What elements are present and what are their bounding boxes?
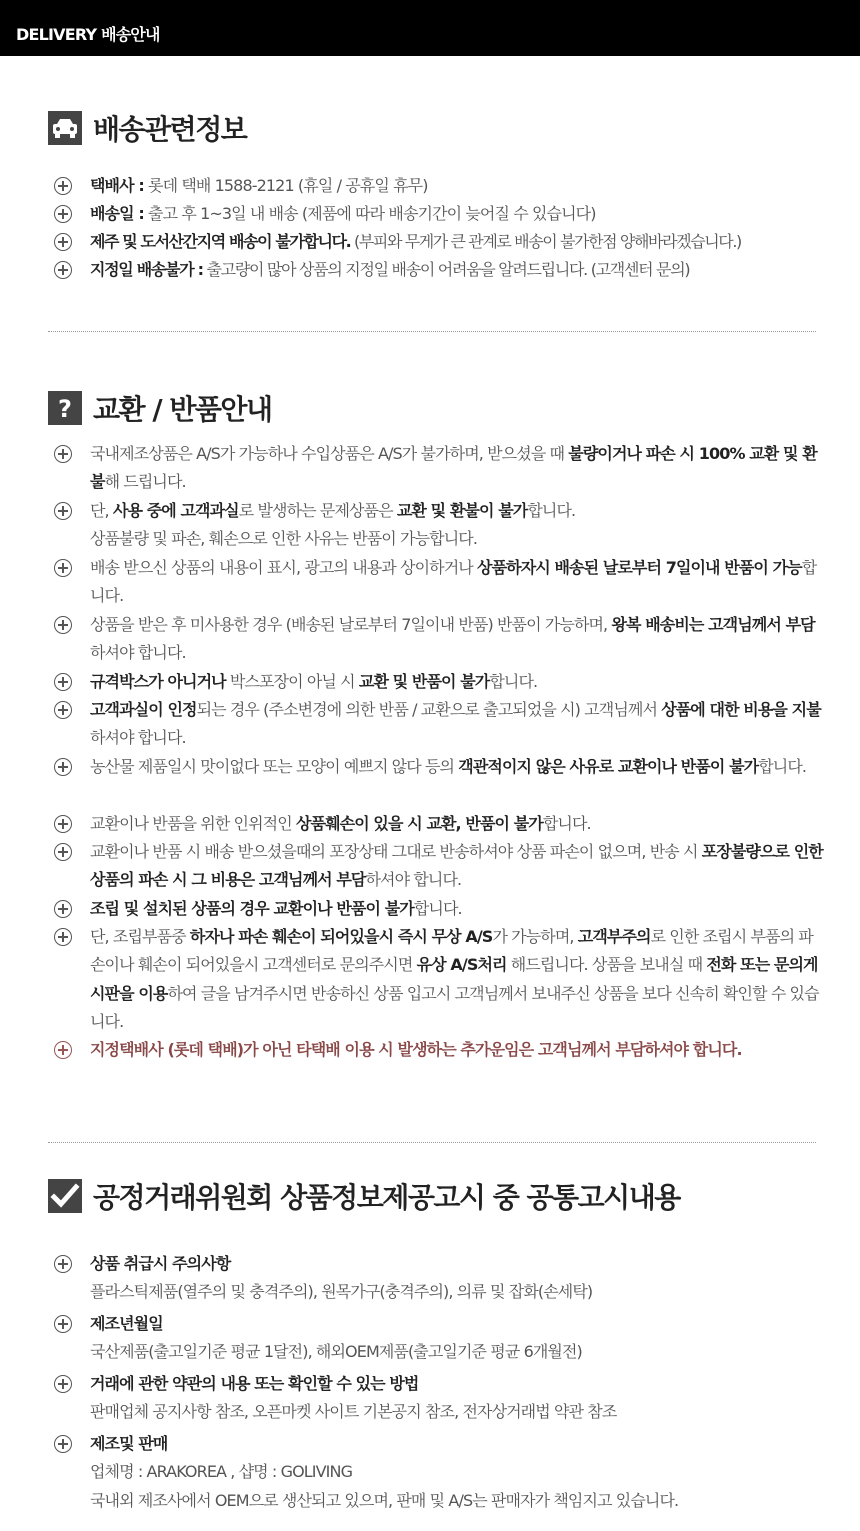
list-item: 농산물 제품일시 맛이없다 또는 모양이 예쁘지 않다 등의 객관적이지 않은 사유로 교환이나 반품이 불가합니다. — [54, 753, 824, 781]
divider — [48, 1142, 816, 1143]
svg-text:?: ? — [58, 395, 72, 423]
list-item: 규격박스가 아니거나 박스포장이 아닐 시 교환 및 반품이 불가합니다. — [54, 668, 824, 696]
plus-circle-icon — [54, 701, 72, 719]
plus-circle-icon — [54, 559, 72, 577]
question-icon — [48, 391, 82, 425]
list-item: 단, 조립부품중 하자나 파손 훼손이 되어있을시 즉시 무상 A/S가 가능하며, 고객부주의로 인한 조립시 부품의 파손이나 훼손이 되어있을시 고객센터로 문의주시면 유상 A/S처리 해드립니다. 상품을 보내실 때 전화 또는 문의게시판을 이용하여 글을 남겨주시면 반송하신 상품 입고시 고객님께서 보내주신 상품을 보다 신속히 확인할 수 있습니다. — [54, 923, 824, 1037]
plus-circle-icon — [54, 1435, 72, 1453]
section-title-text: 배송관련정보 — [93, 113, 247, 146]
plus-circle-icon — [54, 673, 72, 691]
plus-circle-icon — [54, 233, 72, 251]
section-title-exchange — [48, 388, 272, 428]
plus-circle-icon — [54, 205, 72, 223]
section-title-delivery — [48, 108, 246, 148]
plus-circle-icon — [54, 445, 72, 463]
list-item: 교환이나 반품 시 배송 받으셨을때의 포장상태 그대로 반송하셔야 상품 파손이 없으며, 반송 시 포장불량으로 인한 상품의 파손 시 그 비용은 고객님께서 부담하셔야 합니다. — [54, 838, 824, 895]
list-item: 배송일 : 출고 후 1~3일 내 배송 (제품에 따라 배송기간이 늦어질 수 있습니다) — [54, 200, 824, 228]
list-item: 상품을 받은 후 미사용한 경우 (배송된 날로부터 7일이내 반품) 반품이 가능하며, 왕복 배송비는 고객님께서 부담하셔야 합니다. — [54, 611, 824, 668]
plus-circle-icon — [54, 616, 72, 634]
header-title: DELIVERY 배송안내 — [16, 25, 160, 44]
list-item: 지정일 배송불가 : 출고량이 많아 상품의 지정일 배송이 어려움을 알려드립니다. (고객센터 문의) — [54, 256, 824, 284]
section-title-text: 교환 / 반품안내 — [93, 393, 272, 426]
checkmark-icon — [48, 1179, 82, 1213]
divider — [48, 331, 816, 332]
car-icon — [48, 111, 82, 145]
section-title-text: 공정거래위원회 상품정보제공고시 중 공통고시내용 — [93, 1181, 680, 1214]
list-item-notice: 지정택배사 (롯데 택배)가 아닌 타택배 이용 시 발생하는 추가운임은 고객님께서 부담하셔야 합니다. — [54, 1036, 824, 1064]
list-item: 교환이나 반품을 위한 인위적인 상품훼손이 있을 시 교환, 반품이 불가합니다. — [54, 810, 824, 838]
list-item: 배송 받으신 상품의 내용이 표시, 광고의 내용과 상이하거나 상품하자시 배송된 날로부터 7일이내 반품이 가능합니다. — [54, 554, 824, 611]
list-item: 제조년월일 국산제품(출고일기준 평균 1달전), 해외OEM제품(출고일기준 평균 6개월전) — [54, 1310, 824, 1367]
list-item: 거래에 관한 약관의 내용 또는 확인할 수 있는 방법 판매업체 공지사항 참조, 오픈마켓 사이트 기본공지 참조, 전자상거래법 약관 참조 — [54, 1370, 824, 1427]
plus-circle-icon — [54, 815, 72, 833]
plus-circle-icon — [54, 928, 72, 946]
list-item: 제주 및 도서산간지역 배송이 불가합니다. (부피와 무게가 큰 관계로 배송이 불가한점 양해바라겠습니다.) — [54, 228, 824, 256]
plus-circle-icon — [54, 843, 72, 861]
list-item: 단, 사용 중에 고객과실로 발생하는 문제상품은 교환 및 환불이 불가합니다. 상품불량 및 파손, 훼손으로 인한 사유는 반품이 가능합니다. — [54, 497, 824, 554]
plus-circle-icon — [54, 502, 72, 520]
list-item: 국내제조상품은 A/S가 가능하나 수입상품은 A/S가 불가하며, 받으셨을 때 불량이거나 파손 시 100% 교환 및 환불해 드립니다. — [54, 440, 824, 497]
plus-circle-icon — [54, 177, 72, 195]
plus-circle-icon — [54, 1041, 72, 1059]
list-item: 제조및 판매 업체명 : ARAKOREA , 샵명 : GOLIVING 국내외 제조사에서 OEM으로 생산되고 있으며, 판매 및 A/S는 판매자가 책임지고 있습니다. — [54, 1430, 824, 1515]
list-item: 택배사 : 롯데 택배 1588-2121 (휴일 / 공휴일 휴무) — [54, 172, 824, 200]
plus-circle-icon — [54, 1255, 72, 1273]
plus-circle-icon — [54, 1315, 72, 1333]
plus-circle-icon — [54, 1375, 72, 1393]
section-title-notice — [48, 1176, 680, 1216]
plus-circle-icon — [54, 758, 72, 776]
list-item: 상품 취급시 주의사항 플라스틱제품(열주의 및 충격주의), 원목가구(충격주의), 의류 및 잡화(손세탁) — [54, 1250, 824, 1307]
header-bar — [0, 0, 860, 56]
plus-circle-icon — [54, 900, 72, 918]
list-item: 고객과실이 인정되는 경우 (주소변경에 의한 반품 / 교환으로 출고되었을 시) 고객님께서 상품에 대한 비용을 지불하셔야 합니다. — [54, 696, 824, 753]
list-item: 조립 및 설치된 상품의 경우 교환이나 반품이 불가합니다. — [54, 895, 824, 923]
plus-circle-icon — [54, 261, 72, 279]
